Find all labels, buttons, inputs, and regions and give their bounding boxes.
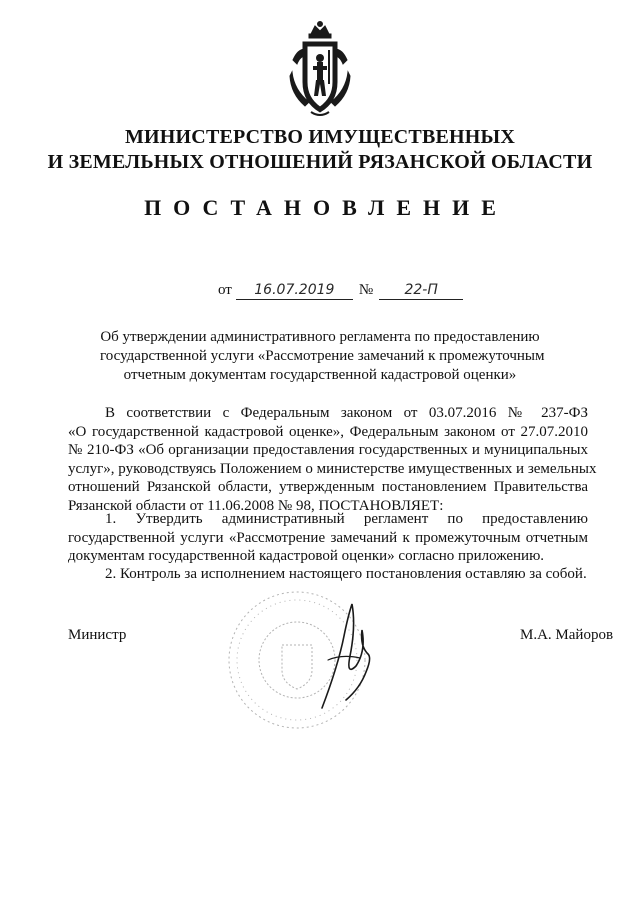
paragraph-line: В соответствии с Федеральным законом от 03.07.2016 № 237-ФЗ — [105, 405, 588, 421]
date-number-line — [218, 280, 463, 300]
paragraph-line: 1. Утвердить административный регламент по предоставлению — [105, 511, 588, 527]
paragraph-line: Рязанской области от 11.06.2008 № 98, ПОСТАНОВЛЯЕТ: — [68, 497, 444, 514]
paragraph-line: «О государственной кадастровой оценке», Федеральным законом от 27.07.2010 — [68, 423, 588, 440]
document-type-title: ПОСТАНОВЛЕНИЕ — [144, 195, 508, 220]
paragraph-line: документам государственной кадастровой оценки» согласно приложению. — [68, 548, 545, 564]
handwritten-date: 16.07.2019 — [236, 280, 353, 300]
ministry-name-line2: И ЗЕМЕЛЬНЫХ ОТНОШЕНИЙ РЯЗАНСКОЙ ОБЛАСТИ — [47, 151, 593, 173]
clause-2-paragraph — [68, 565, 588, 584]
handwritten-number: 22-П — [379, 280, 463, 300]
subject-line: отчетным документам государственной кадастровой оценки» — [123, 367, 517, 383]
paragraph-line: государственной услуги «Рассмотрение замечаний к промежуточным отчетным — [68, 529, 588, 546]
signatory-title: Министр — [68, 627, 127, 643]
paragraph-line: № 210-ФЗ «Об организации предоставления государственных и муниципальных — [68, 442, 588, 458]
ministry-name-line1: МИНИСТЕРСТВО ИМУЩЕСТВЕННЫХ — [124, 126, 516, 148]
subject-line: Об утверждении административного регламента по предоставлению — [100, 329, 540, 345]
coat-of-arms-emblem — [289, 20, 351, 120]
number-label: № — [358, 282, 374, 298]
clause-1-paragraph — [68, 510, 588, 566]
paragraph-line: услуг», руководствуясь Положением о министерстве имущественных и земельных — [68, 460, 597, 477]
subject-line: государственной услуги «Рассмотрение замечаний к промежуточным — [100, 348, 545, 364]
date-label: от — [218, 282, 232, 298]
document-subject — [100, 328, 545, 385]
handwritten-signature — [316, 596, 376, 711]
paragraph-line: 2. Контроль за исполнением настоящего постановления оставляю за собой. — [105, 566, 587, 582]
paragraph-line: отношений Рязанской области, утвержденным постановлением Правительства — [68, 479, 588, 495]
signatory-name: М.А. Майоров — [520, 627, 614, 643]
preamble-paragraph — [68, 404, 597, 515]
